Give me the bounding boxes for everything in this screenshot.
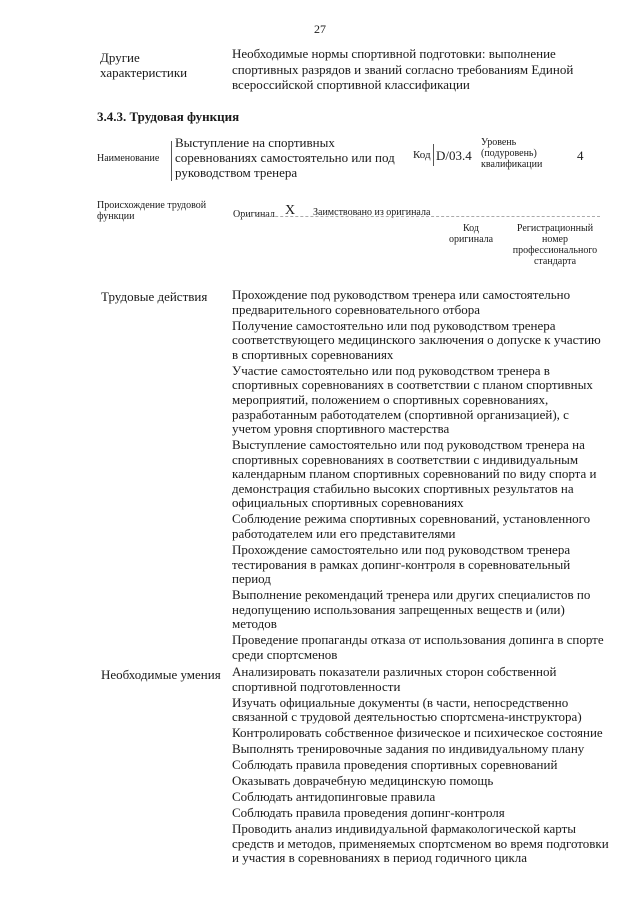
code-divider — [433, 144, 434, 166]
skill-item: Оказывать доврачебную медицинскую помощь — [232, 773, 494, 789]
level-value: 4 — [577, 148, 584, 163]
code-original-label: Код оригинала — [448, 223, 494, 245]
labor-action-item: Участие самостоятельно или под руководством тренера в спортивных соревнованиях в соответствии с планом спортивных мероприятий, положением о спортивных соревнованиях, разработанным работодателем (спортивной организацией), с учетом уровня спортивного мастерства — [232, 362, 593, 437]
skill-item: Выполнять тренировочные задания по индивидуальному плану — [232, 741, 585, 757]
function-name-value: Выступление на спортивных соревнованиях самостоятельно или под руководством тренера — [175, 135, 395, 180]
borrowed-label: Заимствовано из оригинала — [313, 207, 431, 218]
labor-actions-label: Трудовые действия — [101, 289, 208, 304]
skill-item: Изучать официальные документы (в части, непосредственно связанной с трудовой деятельностью спортсмена-инструктора) — [232, 694, 582, 725]
labor-action-item: Выполнение рекомендаций тренера или других специалистов по недопущению использования запрещенных веществ и (или) методов — [232, 587, 591, 632]
code-label: Код — [413, 149, 431, 161]
original-label: Оригинал — [233, 209, 275, 220]
labor-action-item: Получение самостоятельно или под руководством тренера соответствующего медицинского заключения о допуске к участию в спортивных соревнованиях — [232, 317, 601, 362]
other-characteristics-label: Другие характеристики — [100, 50, 188, 80]
name-label: Наименование — [97, 153, 160, 164]
other-characteristics-value: Необходимые нормы спортивной подготовки: выполнение спортивных разрядов и званий согласно требованиям Единой всероссийской спортивной классификации — [232, 46, 574, 92]
skills-label: Необходимые умения — [101, 667, 221, 682]
level-label: Уровень (подуровень) квалификации — [481, 137, 543, 170]
skill-item: Анализировать показатели различных сторон собственной спортивной подготовленности — [232, 664, 557, 694]
labor-action-item: Прохождение самостоятельно или под руководством тренера тестирования в рамках допинг-контроля в соревновательный период — [232, 542, 571, 587]
origin-dashed-line — [240, 216, 600, 218]
labor-action-item: Соблюдение режима спортивных соревнований, установленного работодателем или его представителями — [232, 511, 591, 542]
original-mark: X — [285, 203, 296, 218]
name-divider — [171, 141, 172, 181]
skill-item: Контролировать собственное физическое и психическое состояние — [232, 725, 603, 741]
origin-label: Происхождение трудовой функции — [97, 200, 207, 222]
skills-list — [232, 665, 610, 867]
labor-action-item: Выступление самостоятельно или под руководством тренера на спортивных соревнованиях в соответствии с индивидуальным календарным планом спортивных соревнований по виду спорта и демонстрация стабильно высоких спортивных результатов на официальных спортивных соревнованиях — [232, 437, 597, 511]
code-value: D/03.4 — [436, 148, 472, 163]
section-title: 3.4.3. Трудовая функция — [97, 109, 240, 124]
labor-action-item: Прохождение под руководством тренера или самостоятельно предварительного соревновательного отбора — [232, 287, 571, 317]
skill-item: Проводить анализ индивидуальной фармакологической карты средств и методов, применяемых спортсменом во время подготовки и участия в соревнованиях в период годичного цикла — [232, 821, 609, 866]
skill-item: Соблюдать антидопинговые правила — [232, 789, 436, 805]
page-number: 27 — [314, 22, 326, 36]
skill-item: Соблюдать правила проведения спортивных соревнований — [232, 757, 558, 773]
reg-number-label: Регистрационный номер профессионального стандарта — [512, 223, 598, 267]
labor-actions-list — [232, 288, 610, 664]
skill-item: Соблюдать правила проведения допинг-контроля — [232, 805, 505, 821]
labor-action-item: Проведение пропаганды отказа от использования допинга в спорте среди спортсменов — [232, 632, 604, 662]
